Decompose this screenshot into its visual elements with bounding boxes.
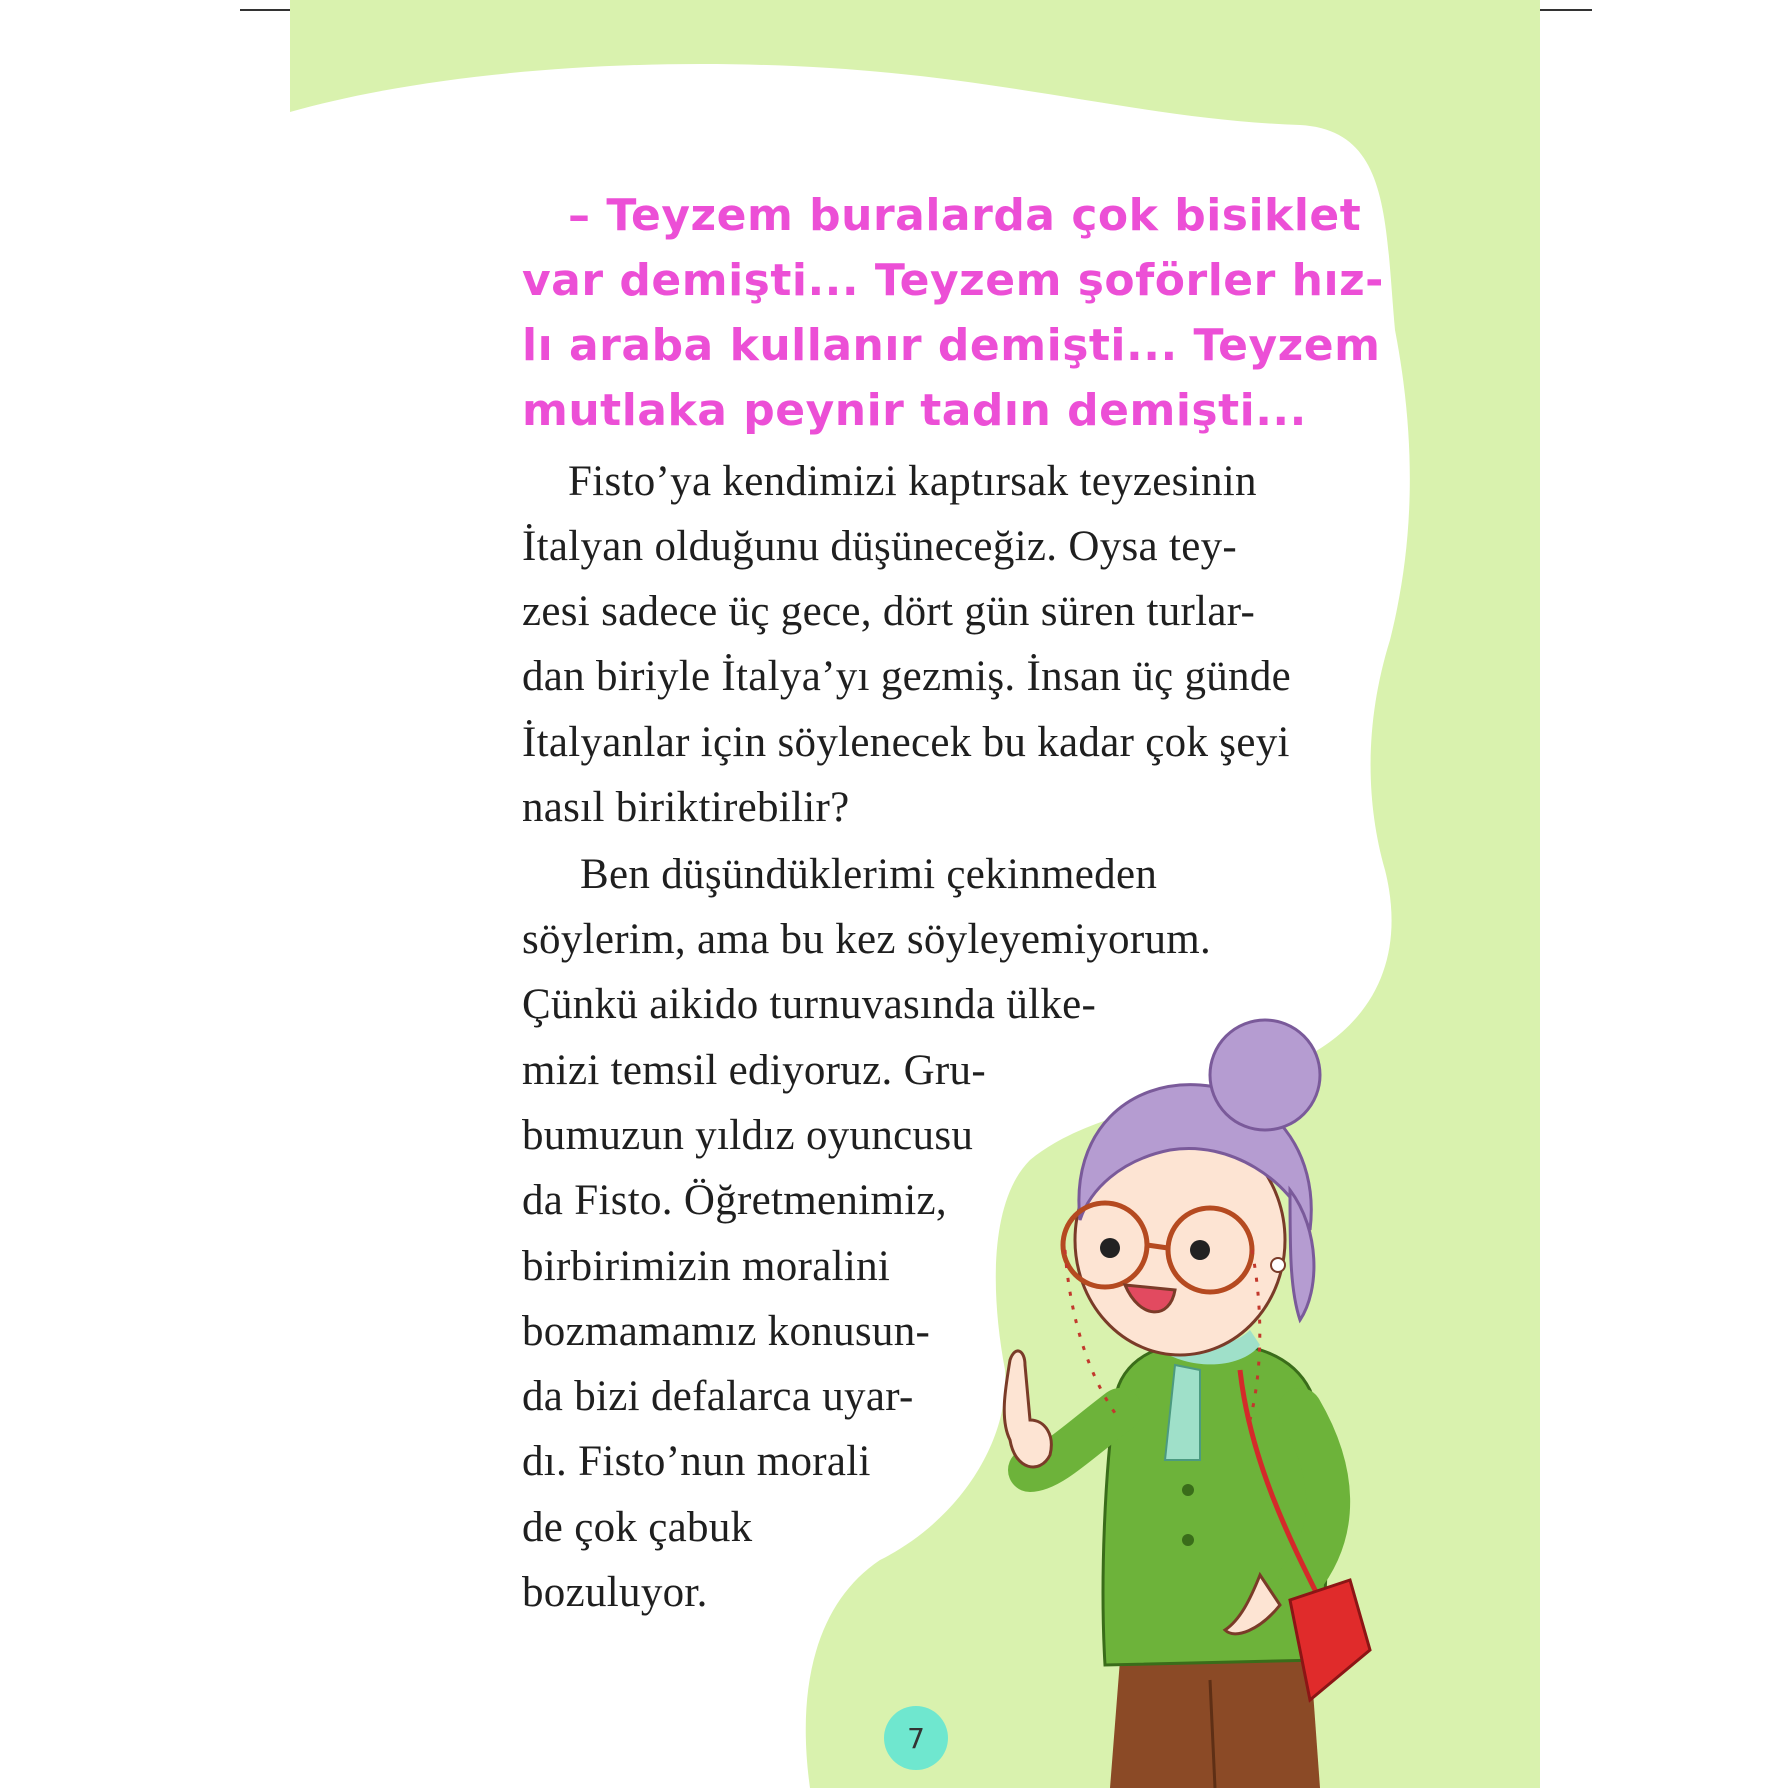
body-line: bozmamamız konusun- bbox=[522, 1308, 931, 1355]
highlight-line: lı araba kullanır demişti... Teyzem bbox=[522, 320, 1381, 371]
body-line: zesi sadece üç gece, dört gün süren turlar- bbox=[522, 588, 1256, 635]
body-line: da Fisto. Öğretmenimiz, bbox=[522, 1177, 947, 1224]
body-line: Çünkü aikido turnuvasında ülke- bbox=[522, 981, 1097, 1028]
body-line: nasıl biriktirebilir? bbox=[522, 784, 850, 831]
highlight-line: var demişti... Teyzem şoförler hız- bbox=[522, 255, 1384, 306]
body-line: İtalyanlar için söylenecek bu kadar çok şeyi bbox=[522, 719, 1290, 766]
highlight-line: mutlaka peynir tadın demişti... bbox=[522, 385, 1307, 436]
body-line: söylerim, ama bu kez söyleyemiyorum. bbox=[522, 916, 1212, 963]
body-line: İtalyan olduğunu düşüneceğiz. Oysa tey- bbox=[522, 523, 1238, 570]
body-line: Ben düşündüklerimi çekinmeden bbox=[580, 851, 1158, 898]
body-line: bumuzun yıldız oyuncusu bbox=[522, 1112, 974, 1159]
highlight-line: – Teyzem buralarda çok bisiklet bbox=[568, 190, 1362, 241]
body-line: birbirimizin moralini bbox=[522, 1243, 891, 1290]
body-line: dı. Fisto’nun morali bbox=[522, 1438, 871, 1485]
body-line: de çok çabuk bbox=[522, 1504, 753, 1551]
body-line: Fisto’ya kendimizi kaptırsak teyzesinin bbox=[568, 458, 1257, 505]
body-line: bozuluyor. bbox=[522, 1569, 708, 1616]
body-line: dan biriyle İtalya’yı gezmiş. İnsan üç günde bbox=[522, 653, 1292, 700]
body-line: da bizi defalarca uyar- bbox=[522, 1373, 914, 1420]
body-line: mizi temsil ediyoruz. Gru- bbox=[522, 1047, 986, 1094]
page-number: 7 bbox=[884, 1706, 948, 1770]
